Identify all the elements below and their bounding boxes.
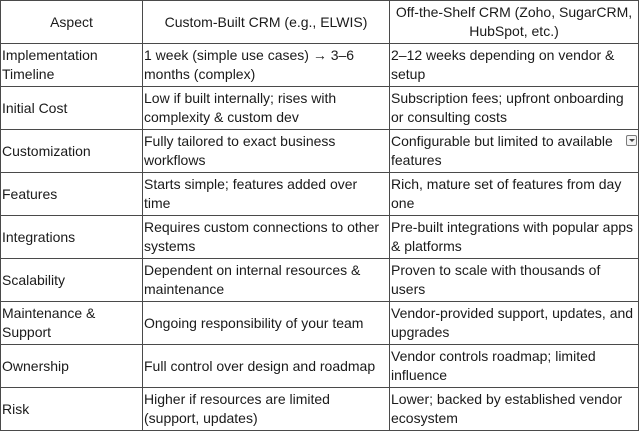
custom-cell: Requires custom connections to other systems xyxy=(143,216,390,259)
aspect-cell: Ownership xyxy=(1,345,143,388)
custom-cell: Ongoing responsibility of your team xyxy=(143,302,390,345)
custom-cell: Low if built internally; rises with complexity & custom dev xyxy=(143,87,390,130)
chevron-down-icon[interactable] xyxy=(626,135,637,146)
offshelf-cell: Vendor controls roadmap; limited influence xyxy=(390,345,639,388)
aspect-cell: Implementation Timeline xyxy=(1,44,143,87)
offshelf-cell: Vendor-provided support, updates, and upgrades xyxy=(390,302,639,345)
header-row xyxy=(1,1,639,44)
offshelf-cell-content xyxy=(391,132,636,170)
table-row xyxy=(1,216,639,259)
offshelf-cell: Subscription fees; upfront onboarding or consulting costs xyxy=(390,87,639,130)
table-header xyxy=(1,1,639,44)
custom-cell: Fully tailored to exact business workflows xyxy=(143,130,390,173)
table-row xyxy=(1,302,639,345)
aspect-cell: Customization xyxy=(1,130,143,173)
aspect-cell: Features xyxy=(1,173,143,216)
custom-cell: 1 week (simple use cases) → 3–6 months (complex) xyxy=(143,44,390,87)
table-row xyxy=(1,173,639,216)
aspect-cell: Maintenance & Support xyxy=(1,302,143,345)
aspect-cell: Initial Cost xyxy=(1,87,143,130)
aspect-cell: Risk xyxy=(1,388,143,431)
custom-cell: Full control over design and roadmap xyxy=(143,345,390,388)
custom-cell: Starts simple; features added over time xyxy=(143,173,390,216)
header-off-the-shelf-crm: Off-the-Shelf CRM (Zoho, SugarCRM, HubSpot, etc.) xyxy=(390,1,639,44)
table-row xyxy=(1,87,639,130)
offshelf-cell: Pre-built integrations with popular apps & platforms xyxy=(390,216,639,259)
table-row xyxy=(1,345,639,388)
custom-cell: Higher if resources are limited (support, updates) xyxy=(143,388,390,431)
header-custom-built-crm: Custom-Built CRM (e.g., ELWIS) xyxy=(143,1,390,44)
aspect-cell: Integrations xyxy=(1,216,143,259)
table-row xyxy=(1,130,639,173)
offshelf-cell: Lower; backed by established vendor ecosystem xyxy=(390,388,639,431)
table-body xyxy=(1,44,639,431)
table-row xyxy=(1,259,639,302)
offshelf-cell: 2–12 weeks depending on vendor & setup xyxy=(390,44,639,87)
offshelf-cell-text: Configurable but limited to available features xyxy=(391,133,613,168)
table-row xyxy=(1,388,639,431)
header-aspect: Aspect xyxy=(1,1,143,44)
table-row xyxy=(1,44,639,87)
offshelf-cell: Rich, mature set of features from day one xyxy=(390,173,639,216)
offshelf-cell: Proven to scale with thousands of users xyxy=(390,259,639,302)
offshelf-cell[interactable] xyxy=(390,130,639,173)
custom-cell: Dependent on internal resources & maintenance xyxy=(143,259,390,302)
aspect-cell: Scalability xyxy=(1,259,143,302)
